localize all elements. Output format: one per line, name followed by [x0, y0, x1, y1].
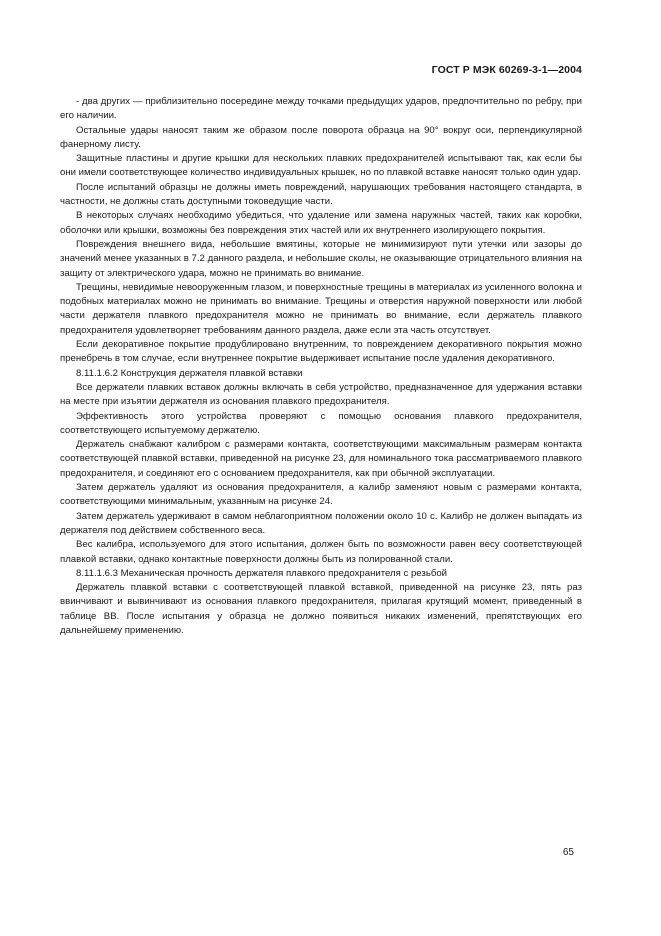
section-heading: 8.11.1.6.3 Механическая прочность держателя плавкого предохранителя с резьбой [76, 567, 448, 579]
paragraph: В некоторых случаях необходимо убедиться, что удаление или замена наружных частей, таких как коробки, оболочки или крышки, возможны без повреждения этих частей или их внутреннего изолирующего покрытия. [60, 210, 582, 236]
paragraph: Затем держатель удерживают в самом неблагоприятном положении около 10 с. Калибр не должен выпадать из держателя под действием собственного веса. [60, 510, 582, 536]
section-heading: 8.11.1.6.2 Конструкция держателя плавкой вставки [76, 367, 303, 379]
paragraph: Держатель снабжают калибром с размерами контакта, соответствующими максимальным размерам контакта соответствующей плавкой вставки, приведенной на рисунке 23, для номинального тока рассматриваемого плавкого предохранителя, и соединяют его с основанием предохранителя, как при обычной эксплуатации. [60, 439, 582, 479]
paragraph: Повреждения внешнего вида, небольшие вмятины, которые не минимизируют пути утечки или зазоры до значений менее указанных в 7.2 данного раздела, и небольшие сколы, не оказывающие отрицательного влияния на защиту от электрического удара, можно не принимать во внимание. [60, 238, 582, 279]
paragraph: Трещины, невидимые невооруженным глазом, и поверхностные трещины в материалах из усиленного волокна и подобных материалах можно не принимать во внимание. Трещины и отверстия наружной поверхности или любой части держателя плавкого предохранителя можно не принимать во внимание, если держатель плавкого предохранителя удовлетворяет требованиям данного раздела, даже если эта часть отсутствует. [60, 281, 582, 336]
paragraph: Если декоративное покрытие продублировано внутренним, то повреждением декоративного покрытия можно пренебречь в том случае, если внутреннее покрытие выдерживает испытание после удаления декоративного. [60, 339, 582, 365]
paragraph: Эффективность этого устройства проверяют с помощью основания плавкого предохранителя, соответствующего испытуемому держателю. [60, 410, 582, 436]
paragraph: - два других — приблизительно посередине между точками предыдущих ударов, предпочтительно по ребру, при его наличии. [60, 96, 582, 122]
paragraph: Держатель плавкой вставки с соответствующей плавкой вставкой, приведенной на рисунке 23, пять раз ввинчивают и вывинчивают из основания плавкого предохранителя, прилагая крутящий момент, приведенный в таблице ВВ. После испытания у образца не должно появиться никаких изменений, препятствующих его дальнейшему применению. [60, 582, 582, 636]
page-number: 65 [562, 847, 574, 858]
paragraph: После испытаний образцы не должны иметь повреждений, нарушающих требования настоящего стандарта, в частности, не должны стать доступными токоведущие части. [60, 181, 582, 208]
paragraph: Защитные пластины и другие крышки для нескольких плавких предохранителей испытывают так, как если бы они имели соответствующее количество индивидуальных крышек, но по плавкой вставке наносят только один удар. [60, 153, 582, 179]
document-header: ГОСТ Р МЭК 60269-3-1—2004 [431, 64, 582, 76]
paragraph: Вес калибра, используемого для этого испытания, должен быть по возможности равен весу соответствующей плавкой вставки, однако контактные поверхности должны быть из полированной стали. [60, 539, 582, 565]
paragraph: Затем держатель удаляют из основания предохранителя, а калибр заменяют новым с размерами контакта, соответствующими минимальным, указанным на рисунке 24. [60, 482, 582, 508]
document-body [60, 95, 582, 638]
paragraph: Остальные удары наносят таким же образом после поворота образца на 90° вокруг оси, перпендикулярной фанерному листу. [60, 124, 582, 150]
paragraph: Все держатели плавких вставок должны включать в себя устройство, предназначенное для удержания вставки на месте при изъятии держателя из основания плавкого предохранителя. [60, 381, 582, 408]
